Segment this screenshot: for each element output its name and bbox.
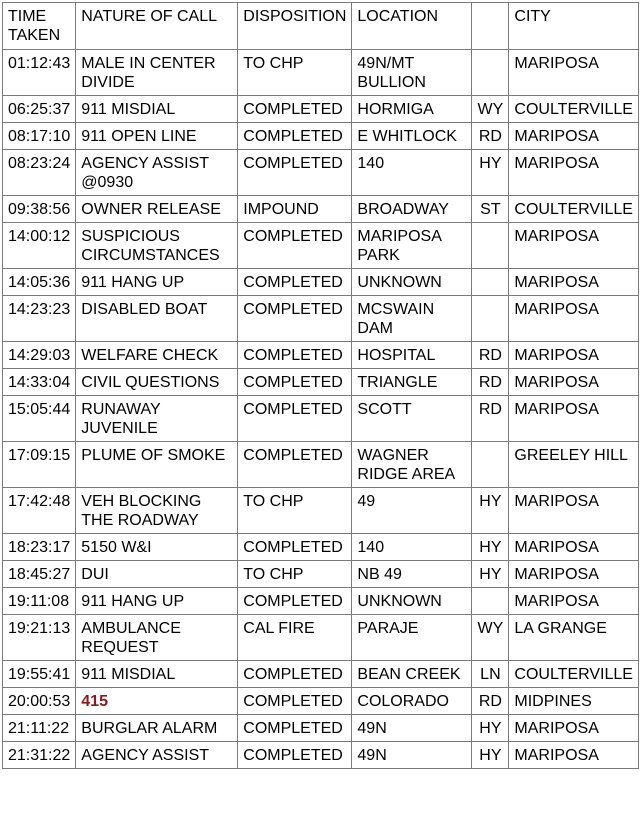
- suffix-cell: ST: [472, 196, 509, 223]
- city-cell: MARIPOSA: [509, 150, 639, 196]
- time-cell: 14:33:04: [3, 369, 76, 396]
- city-cell: LA GRANGE: [509, 615, 639, 661]
- disposition-cell: TO CHP: [238, 561, 352, 588]
- nature-cell: DISABLED BOAT: [76, 296, 238, 342]
- table-row: [3, 615, 639, 661]
- disposition-cell: TO CHP: [238, 488, 352, 534]
- nature-cell: MALE IN CENTER DIVIDE: [76, 50, 238, 96]
- location-cell: WAGNER RIDGE AREA: [352, 442, 472, 488]
- suffix-cell: HY: [472, 561, 509, 588]
- disposition-cell: IMPOUND: [238, 196, 352, 223]
- disposition-cell: COMPLETED: [238, 715, 352, 742]
- time-cell: 01:12:43: [3, 50, 76, 96]
- city-cell: MARIPOSA: [509, 342, 639, 369]
- header-time-taken: TIME TAKEN: [3, 3, 76, 50]
- location-cell: MCSWAIN DAM: [352, 296, 472, 342]
- suffix-cell: RD: [472, 369, 509, 396]
- suffix-cell: LN: [472, 661, 509, 688]
- location-cell: 140: [352, 150, 472, 196]
- nature-cell: 415: [76, 688, 238, 715]
- table-row: [3, 715, 639, 742]
- suffix-cell: HY: [472, 488, 509, 534]
- suffix-cell: WY: [472, 615, 509, 661]
- suffix-cell: [472, 50, 509, 96]
- header-row: [3, 3, 639, 50]
- time-cell: 14:23:23: [3, 296, 76, 342]
- table-row: [3, 223, 639, 269]
- nature-cell: CIVIL QUESTIONS: [76, 369, 238, 396]
- suffix-cell: HY: [472, 534, 509, 561]
- city-cell: MARIPOSA: [509, 369, 639, 396]
- city-cell: MARIPOSA: [509, 561, 639, 588]
- nature-cell: OWNER RELEASE: [76, 196, 238, 223]
- time-cell: 18:23:17: [3, 534, 76, 561]
- nature-cell: 5150 W&I: [76, 534, 238, 561]
- time-cell: 17:42:48: [3, 488, 76, 534]
- disposition-cell: COMPLETED: [238, 442, 352, 488]
- location-cell: 140: [352, 534, 472, 561]
- header-location: LOCATION: [352, 3, 472, 50]
- city-cell: MARIPOSA: [509, 123, 639, 150]
- city-cell: MARIPOSA: [509, 488, 639, 534]
- nature-cell: AMBULANCE REQUEST: [76, 615, 238, 661]
- disposition-cell: COMPLETED: [238, 534, 352, 561]
- table-row: [3, 369, 639, 396]
- location-cell: SCOTT: [352, 396, 472, 442]
- header-nature-of-call: NATURE OF CALL: [76, 3, 238, 50]
- location-cell: BROADWAY: [352, 196, 472, 223]
- city-cell: MIDPINES: [509, 688, 639, 715]
- table-row: [3, 688, 639, 715]
- suffix-cell: HY: [472, 715, 509, 742]
- location-cell: UNKNOWN: [352, 269, 472, 296]
- table-row: [3, 396, 639, 442]
- city-cell: COULTERVILLE: [509, 96, 639, 123]
- city-cell: MARIPOSA: [509, 588, 639, 615]
- location-cell: 49N/MT BULLION: [352, 50, 472, 96]
- time-cell: 19:11:08: [3, 588, 76, 615]
- city-cell: COULTERVILLE: [509, 196, 639, 223]
- suffix-cell: RD: [472, 396, 509, 442]
- disposition-cell: CAL FIRE: [238, 615, 352, 661]
- table-row: [3, 742, 639, 769]
- suffix-cell: RD: [472, 123, 509, 150]
- suffix-cell: HY: [472, 742, 509, 769]
- city-cell: MARIPOSA: [509, 715, 639, 742]
- table-row: [3, 196, 639, 223]
- table-row: [3, 50, 639, 96]
- table-row: [3, 123, 639, 150]
- location-cell: MARIPOSA PARK: [352, 223, 472, 269]
- disposition-cell: COMPLETED: [238, 688, 352, 715]
- table-row: [3, 296, 639, 342]
- city-cell: COULTERVILLE: [509, 661, 639, 688]
- suffix-cell: HY: [472, 150, 509, 196]
- location-cell: NB 49: [352, 561, 472, 588]
- time-cell: 21:31:22: [3, 742, 76, 769]
- time-cell: 14:29:03: [3, 342, 76, 369]
- city-cell: MARIPOSA: [509, 296, 639, 342]
- location-cell: COLORADO: [352, 688, 472, 715]
- city-cell: MARIPOSA: [509, 396, 639, 442]
- table-row: [3, 150, 639, 196]
- nature-cell: AGENCY ASSIST @0930: [76, 150, 238, 196]
- disposition-cell: COMPLETED: [238, 123, 352, 150]
- time-cell: 17:09:15: [3, 442, 76, 488]
- time-cell: 14:00:12: [3, 223, 76, 269]
- suffix-cell: WY: [472, 96, 509, 123]
- suffix-cell: RD: [472, 342, 509, 369]
- time-cell: 19:21:13: [3, 615, 76, 661]
- city-cell: MARIPOSA: [509, 742, 639, 769]
- disposition-cell: COMPLETED: [238, 661, 352, 688]
- disposition-cell: COMPLETED: [238, 369, 352, 396]
- disposition-cell: TO CHP: [238, 50, 352, 96]
- table-row: [3, 488, 639, 534]
- disposition-cell: COMPLETED: [238, 742, 352, 769]
- table-row: [3, 534, 639, 561]
- nature-cell: BURGLAR ALARM: [76, 715, 238, 742]
- suffix-cell: [472, 269, 509, 296]
- header-suffix: [472, 3, 509, 50]
- time-cell: 09:38:56: [3, 196, 76, 223]
- header-city: CITY: [509, 3, 639, 50]
- table-row: [3, 588, 639, 615]
- table-row: [3, 661, 639, 688]
- disposition-cell: COMPLETED: [238, 342, 352, 369]
- suffix-cell: [472, 442, 509, 488]
- disposition-cell: COMPLETED: [238, 296, 352, 342]
- nature-cell: SUSPICIOUS CIRCUMSTANCES: [76, 223, 238, 269]
- call-log-table: [2, 2, 639, 769]
- nature-cell: AGENCY ASSIST: [76, 742, 238, 769]
- location-cell: 49N: [352, 715, 472, 742]
- time-cell: 06:25:37: [3, 96, 76, 123]
- table-row: [3, 561, 639, 588]
- city-cell: MARIPOSA: [509, 50, 639, 96]
- location-cell: E WHITLOCK: [352, 123, 472, 150]
- time-cell: 20:00:53: [3, 688, 76, 715]
- city-cell: MARIPOSA: [509, 269, 639, 296]
- location-cell: UNKNOWN: [352, 588, 472, 615]
- location-cell: HORMIGA: [352, 96, 472, 123]
- nature-cell: 911 HANG UP: [76, 269, 238, 296]
- time-cell: 15:05:44: [3, 396, 76, 442]
- city-cell: GREELEY HILL: [509, 442, 639, 488]
- nature-cell: PLUME OF SMOKE: [76, 442, 238, 488]
- nature-cell: 911 HANG UP: [76, 588, 238, 615]
- location-cell: TRIANGLE: [352, 369, 472, 396]
- table-row: [3, 442, 639, 488]
- nature-cell: 911 OPEN LINE: [76, 123, 238, 150]
- location-cell: 49: [352, 488, 472, 534]
- location-cell: PARAJE: [352, 615, 472, 661]
- city-cell: MARIPOSA: [509, 223, 639, 269]
- header-disposition: DISPOSITION: [238, 3, 352, 50]
- suffix-cell: [472, 296, 509, 342]
- disposition-cell: COMPLETED: [238, 223, 352, 269]
- disposition-cell: COMPLETED: [238, 269, 352, 296]
- disposition-cell: COMPLETED: [238, 96, 352, 123]
- time-cell: 21:11:22: [3, 715, 76, 742]
- table-row: [3, 342, 639, 369]
- nature-cell: VEH BLOCKING THE ROADWAY: [76, 488, 238, 534]
- nature-cell: DUI: [76, 561, 238, 588]
- suffix-cell: [472, 223, 509, 269]
- disposition-cell: COMPLETED: [238, 150, 352, 196]
- table-row: [3, 269, 639, 296]
- nature-cell: 911 MISDIAL: [76, 96, 238, 123]
- nature-cell: RUNAWAY JUVENILE: [76, 396, 238, 442]
- location-cell: HOSPITAL: [352, 342, 472, 369]
- city-cell: MARIPOSA: [509, 534, 639, 561]
- nature-cell: WELFARE CHECK: [76, 342, 238, 369]
- location-cell: 49N: [352, 742, 472, 769]
- time-cell: 08:17:10: [3, 123, 76, 150]
- time-cell: 18:45:27: [3, 561, 76, 588]
- time-cell: 08:23:24: [3, 150, 76, 196]
- location-cell: BEAN CREEK: [352, 661, 472, 688]
- time-cell: 14:05:36: [3, 269, 76, 296]
- nature-cell: 911 MISDIAL: [76, 661, 238, 688]
- disposition-cell: COMPLETED: [238, 588, 352, 615]
- table-row: [3, 96, 639, 123]
- suffix-cell: [472, 588, 509, 615]
- time-cell: 19:55:41: [3, 661, 76, 688]
- disposition-cell: COMPLETED: [238, 396, 352, 442]
- suffix-cell: RD: [472, 688, 509, 715]
